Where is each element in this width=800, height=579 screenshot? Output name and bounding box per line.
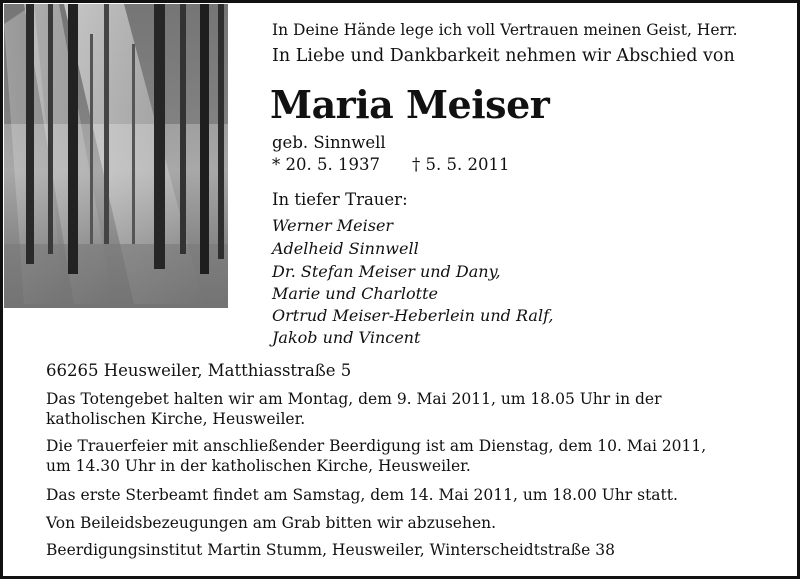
funeral-line-2: um 14.30 Uhr in der katholischen Kirche, Heusweiler. (46, 457, 471, 475)
forest-photo (4, 4, 228, 308)
funeral-line-1: Die Trauerfeier mit anschließender Beerdigung ist am Dienstag, dem 10. Mai 2011, (46, 437, 707, 455)
mourner-name: Werner Meiser (272, 216, 394, 235)
verse: In Deine Hände lege ich voll Vertrauen meinen Geist, Herr. (272, 21, 738, 39)
requiem-mass: Das erste Sterbeamt findet am Samstag, dem 14. Mai 2011, um 18.00 Uhr statt. (46, 486, 678, 504)
deceased-name: Maria Meiser (270, 82, 550, 127)
mourner-name: Adelheid Sinnwell (272, 239, 419, 258)
mourners-heading: In tiefer Trauer: (272, 190, 408, 209)
undertaker: Beerdigungsinstitut Martin Stumm, Heusweiler, Winterscheidtstraße 38 (46, 541, 615, 559)
mourner-name: Dr. Stefan Meiser und Dany, (272, 262, 501, 281)
death-date: † 5. 5. 2011 (412, 155, 510, 174)
condolences-note: Von Beileidsbezeugungen am Grab bitten wir abzusehen. (46, 514, 497, 532)
mourner-name: Jakob und Vincent (272, 328, 421, 347)
mourner-name: Ortrud Meiser-Heberlein und Ralf, (272, 306, 554, 325)
prayer-line-1: Das Totengebet halten wir am Montag, dem 9. Mai 2011, um 18.05 Uhr in der (46, 390, 662, 408)
address: 66265 Heusweiler, Matthiasstraße 5 (46, 361, 352, 380)
mourner-name: Marie und Charlotte (272, 284, 438, 303)
intro-text: In Liebe und Dankbarkeit nehmen wir Abschied von (272, 46, 735, 66)
prayer-line-2: katholischen Kirche, Heusweiler. (46, 410, 306, 428)
birth-date: * 20. 5. 1937 (272, 155, 380, 174)
birth-name: geb. Sinnwell (272, 133, 386, 152)
